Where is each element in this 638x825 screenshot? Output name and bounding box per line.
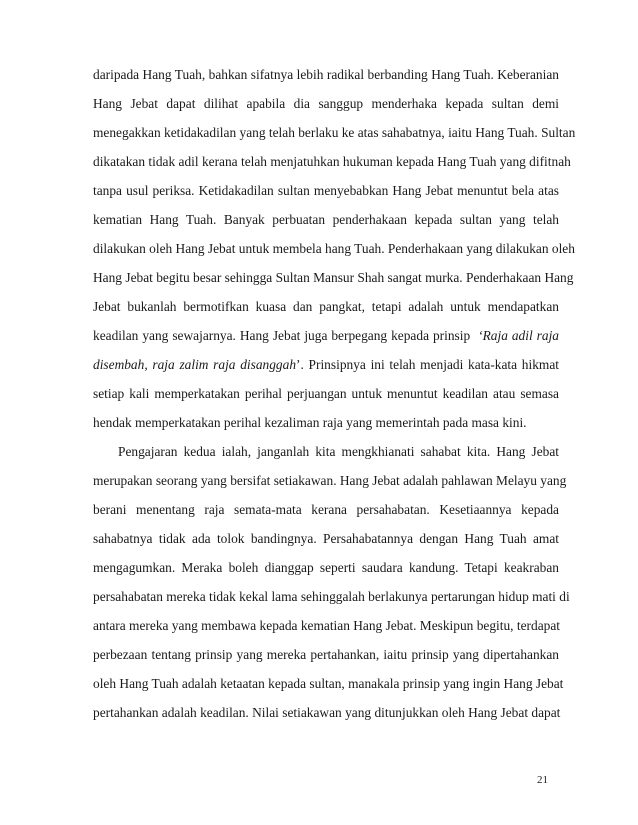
text-line: dilakukan oleh Hang Jebat untuk membela hang Tuah. Penderhakaan yang dilakukan oleh bbox=[93, 241, 575, 256]
text-line-with-quote bbox=[93, 326, 559, 355]
paragraph-first-line: Pengajaran kedua ialah, janganlah kita mengkhianati sahabat kita. Hang Jebat bbox=[118, 444, 559, 459]
text-line: dikatakan tidak adil kerana telah menjatuhkan hukuman kepada Hang Tuah yang difitnah bbox=[93, 154, 571, 169]
text-line: Jebat bukanlah bermotifkan kuasa dan pangkat, tetapi adalah untuk mendapatkan bbox=[93, 299, 559, 314]
text-line: kematian Hang Tuah. Banyak perbuatan penderhakaan kepada sultan yang telah bbox=[93, 212, 559, 227]
text-line: Hang Jebat dapat dilihat apabila dia sanggup menderhaka kepada sultan demi bbox=[93, 96, 559, 111]
text-line: berani menentang raja semata-mata kerana persahabatan. Kesetiaannya kepada bbox=[93, 502, 559, 517]
quote-italic-start: ‘Raja adil raja bbox=[478, 328, 559, 343]
text-segment: ’. Prinsipnya ini telah menjadi kata-kata hikmat bbox=[296, 357, 559, 372]
text-line: oleh Hang Tuah adalah ketaatan kepada sultan, manakala prinsip yang ingin Hang Jebat bbox=[93, 676, 564, 691]
text-line: antara mereka yang membawa kepada kematian Hang Jebat. Meskipun begitu, terdapat bbox=[93, 618, 560, 633]
text-line: pertahankan adalah keadilan. Nilai setiakawan yang ditunjukkan oleh Hang Jebat dapat bbox=[93, 705, 561, 720]
text-line: sahabatnya tidak ada tolok bandingnya. Persahabatannya dengan Hang Tuah amat bbox=[93, 531, 559, 546]
quote-italic-end: disembah, raja zalim raja disanggah bbox=[93, 357, 297, 372]
text-line: setiap kali memperkatakan perihal perjuangan untuk menuntut keadilan atau semasa bbox=[93, 386, 559, 401]
page-number: 21 bbox=[537, 774, 548, 786]
text-line: merupakan seorang yang bersifat setiakawan. Hang Jebat adalah pahlawan Melayu yang bbox=[93, 473, 567, 488]
text-line: Hang Jebat begitu besar sehingga Sultan Mansur Shah sangat murka. Penderhakaan Hang bbox=[93, 270, 574, 285]
text-line-with-quote bbox=[93, 355, 559, 384]
text-line: mengagumkan. Meraka boleh dianggap seperti saudara kandung. Tetapi keakraban bbox=[93, 560, 559, 575]
text-line: perbezaan tentang prinsip yang mereka pertahankan, iaitu prinsip yang dipertahankan bbox=[93, 647, 559, 662]
text-line: persahabatan mereka tidak kekal lama sehinggalah berlakunya pertarungan hidup mati di bbox=[93, 589, 570, 604]
text-line: menegakkan ketidakadilan yang telah berlaku ke atas sahabatnya, iaitu Hang Tuah. Sultan bbox=[93, 125, 576, 140]
paragraph-last-line: hendak memperkatakan perihal kezaliman raja yang memerintah pada masa kini. bbox=[93, 415, 527, 430]
text-line: daripada Hang Tuah, bahkan sifatnya lebih radikal berbanding Hang Tuah. Keberanian bbox=[93, 67, 559, 82]
body-text bbox=[93, 65, 576, 732]
text-line: tanpa usul periksa. Ketidakadilan sultan menyebabkan Hang Jebat menuntut bela atas bbox=[93, 183, 559, 198]
text-segment: keadilan yang sewajarnya. Hang Jebat juga berpegang kepada prinsip bbox=[93, 328, 471, 343]
